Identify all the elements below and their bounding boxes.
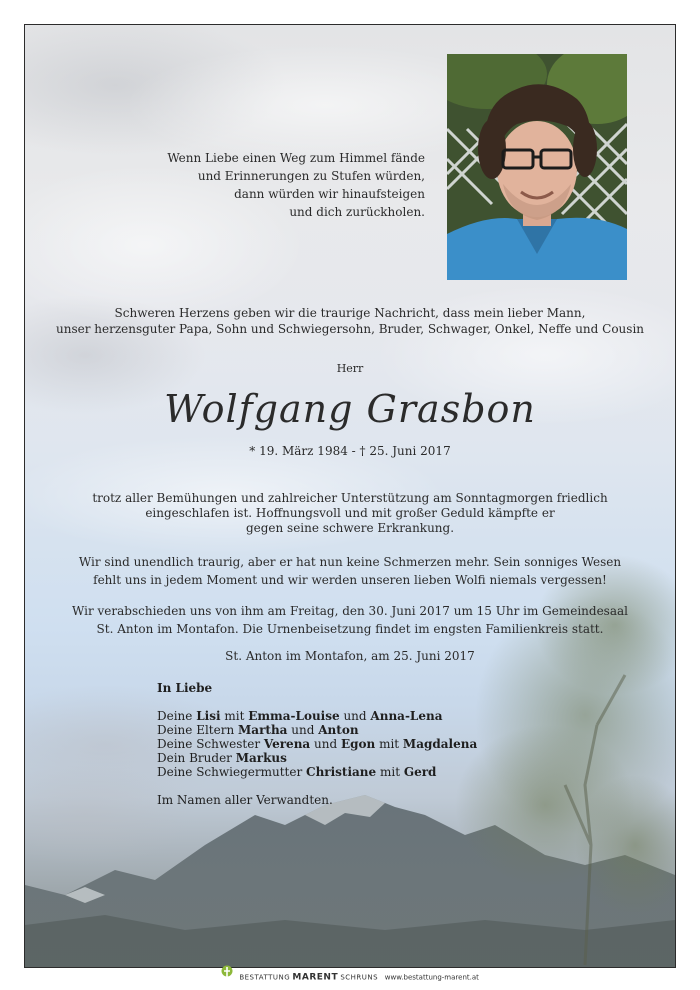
quote-line: und dich zurückholen. [289, 205, 425, 219]
family-list [157, 681, 517, 807]
family-member-row [157, 709, 517, 723]
family-member-row [157, 737, 517, 751]
body-line: fehlt uns in jedem Moment und wir werden unseren lieben Wolfi niemals vergessen! [93, 573, 607, 587]
body-line: Wir sind unendlich traurig, aber er hat nun keine Schmerzen mehr. Sein sonniges Wesen [78, 555, 622, 569]
funeral-home-logo-icon [221, 965, 233, 990]
family-relation-text: Dein Bruder [157, 751, 236, 765]
body-line: St. Anton im Montafon. Die Urnenbeisetzung findet im engsten Familienkreis statt. [96, 622, 604, 636]
footer-prefix: BESTATTUNG [239, 973, 291, 982]
salutation: Herr [336, 362, 364, 375]
family-relation-text: mit [376, 765, 404, 779]
quote-line: und Erinnerungen zu Stufen würden, [197, 169, 425, 183]
family-member-name: Anna-Lena [370, 709, 443, 723]
body-paragraph-1 [25, 491, 675, 536]
family-member-name: Anton [318, 723, 359, 737]
family-relation-text: Deine Schwester [157, 737, 264, 751]
family-member-name: Markus [235, 751, 287, 765]
obituary-card [24, 24, 676, 968]
family-member-name: Lisi [196, 709, 221, 723]
life-dates: * 19. März 1984 - † 25. Juni 2017 [249, 444, 451, 458]
family-member-row [157, 751, 517, 765]
family-member-name: Gerd [403, 765, 437, 779]
family-member-name: Martha [238, 723, 288, 737]
family-closing: Im Namen aller Verwandten. [157, 793, 333, 807]
family-relation-text: und [287, 723, 319, 737]
announcement-line: unser herzensguter Papa, Sohn und Schwiegersohn, Bruder, Schwager, Onkel, Neffe und Cousin [55, 322, 645, 336]
family-relation-text: Deine [157, 709, 197, 723]
family-member-row [157, 765, 517, 779]
family-member-name: Magdalena [402, 737, 478, 751]
family-rows [157, 709, 517, 779]
family-member-row [157, 723, 517, 737]
family-member-name: Christiane [306, 765, 377, 779]
quote-line: Wenn Liebe einen Weg zum Himmel fände [167, 151, 425, 165]
family-relation-text: und [339, 709, 371, 723]
body-line: trotz aller Bemühungen und zahlreicher Unterstützung am Sonntagmorgen friedlich [92, 491, 608, 505]
footer-town: SCHRUNS [340, 973, 379, 982]
funeral-home-footer [0, 965, 700, 987]
poem-quote [125, 149, 425, 221]
place-date: St. Anton im Montafon, am 25. Juni 2017 [225, 649, 475, 663]
portrait-photo [447, 54, 627, 280]
body-paragraph-3 [25, 602, 675, 638]
footer-website[interactable]: www.bestattung-marent.at [384, 973, 479, 982]
quote-line: dann würden wir hinaufsteigen [234, 187, 425, 201]
deceased-name: Wolfgang Grasbon [164, 387, 536, 431]
footer-brand: MARENT [292, 972, 339, 983]
family-relation-text: mit [220, 709, 249, 723]
family-relation-text: Deine Eltern [157, 723, 239, 737]
body-paragraph-2 [25, 553, 675, 589]
family-relation-text: und [310, 737, 341, 751]
family-relation-text: Deine Schwiegermutter [157, 765, 307, 779]
family-member-name: Verena [263, 737, 311, 751]
family-heading: In Liebe [157, 681, 213, 695]
body-line: Wir verabschieden uns von ihm am Freitag, den 30. Juni 2017 um 15 Uhr im Gemeindesaal [72, 604, 628, 618]
family-member-name: Egon [340, 737, 376, 751]
body-line: eingeschlafen ist. Hoffnungsvoll und mit großer Geduld kämpfte er [145, 506, 555, 520]
announcement-text [25, 305, 675, 337]
family-relation-text: mit [375, 737, 403, 751]
body-line: gegen seine schwere Erkrankung. [245, 521, 455, 535]
family-member-name: Emma-Louise [248, 709, 340, 723]
announcement-line: Schweren Herzens geben wir die traurige Nachricht, dass mein lieber Mann, [114, 306, 586, 320]
